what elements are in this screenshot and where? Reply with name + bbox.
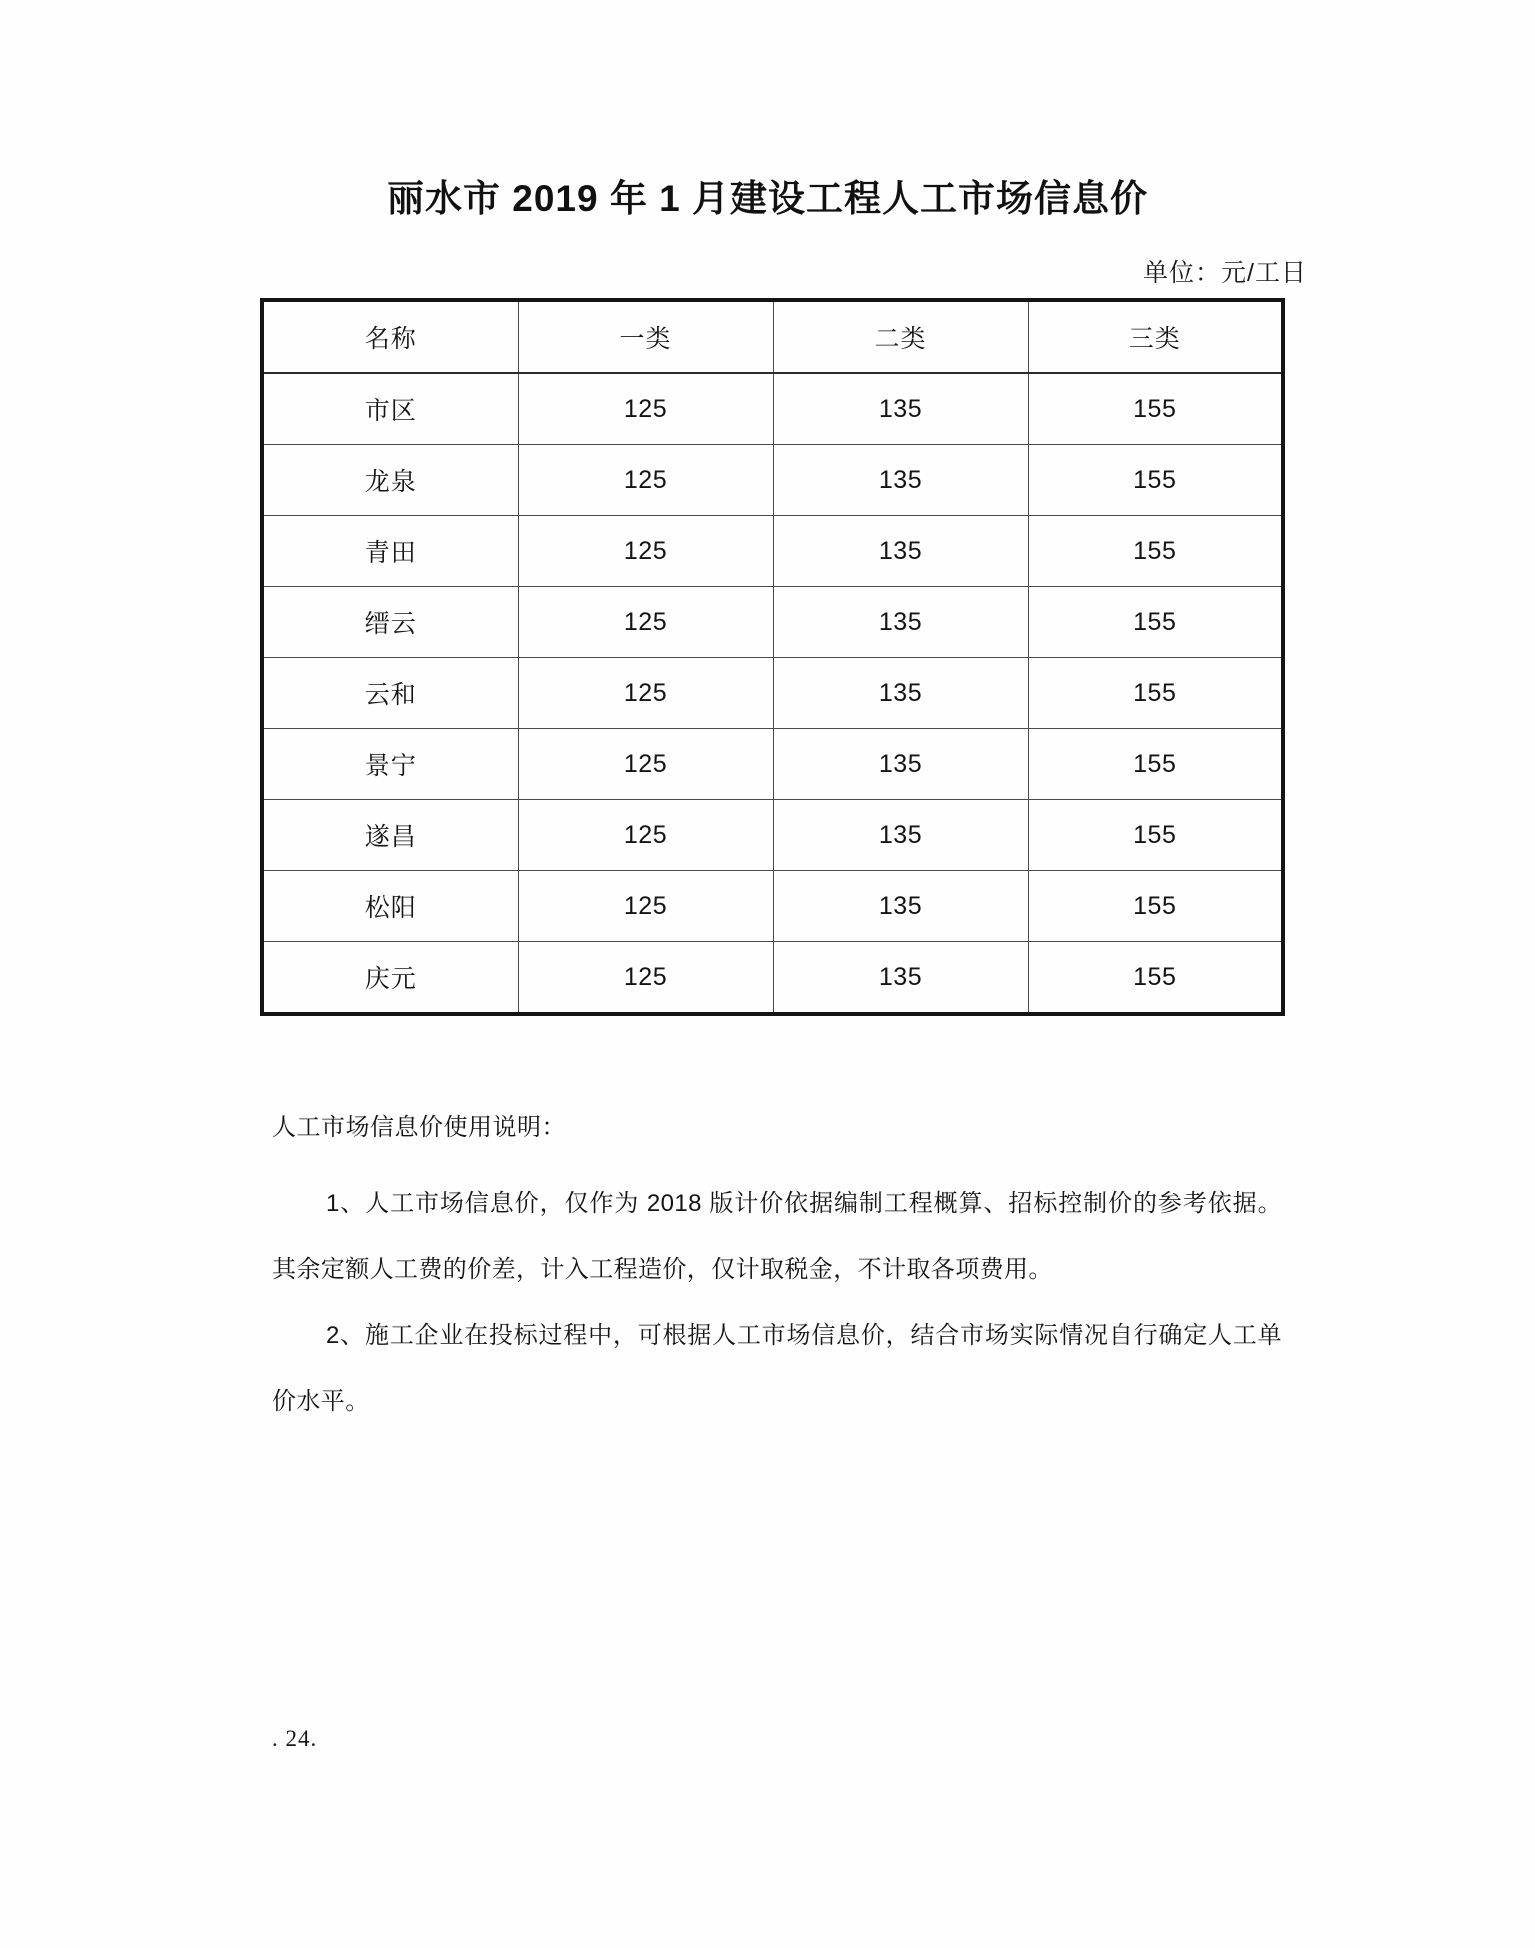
cell-region-name: 景宁 — [262, 729, 518, 800]
table-row — [262, 871, 1283, 942]
labor-price-table-container — [260, 298, 1282, 1016]
cell-tier1: 125 — [518, 516, 773, 587]
cell-region-name: 缙云 — [262, 587, 518, 658]
cell-region-name: 松阳 — [262, 871, 518, 942]
cell-tier2: 135 — [773, 800, 1028, 871]
table-row — [262, 658, 1283, 729]
labor-price-table — [260, 298, 1285, 1016]
cell-tier1: 125 — [518, 373, 773, 445]
cell-region-name: 市区 — [262, 373, 518, 445]
cell-tier2: 135 — [773, 942, 1028, 1015]
cell-tier2: 135 — [773, 445, 1028, 516]
notes-heading: 人工市场信息价使用说明： — [272, 1114, 566, 1141]
column-header-tier2: 二类 — [773, 300, 1028, 373]
cell-region-name: 庆元 — [262, 942, 518, 1015]
table-row — [262, 516, 1283, 587]
cell-tier1: 125 — [518, 942, 773, 1015]
cell-tier3: 155 — [1028, 729, 1283, 800]
table-row — [262, 800, 1283, 871]
cell-tier3: 155 — [1028, 800, 1283, 871]
cell-region-name: 青田 — [262, 516, 518, 587]
cell-tier1: 125 — [518, 658, 773, 729]
note-item — [272, 1171, 1282, 1303]
cell-region-name: 遂昌 — [262, 800, 518, 871]
cell-tier1: 125 — [518, 800, 773, 871]
table-row — [262, 373, 1283, 445]
table-row — [262, 729, 1283, 800]
column-header-tier3: 三类 — [1028, 300, 1283, 373]
cell-tier3: 155 — [1028, 516, 1283, 587]
note-item — [272, 1303, 1282, 1435]
cell-tier1: 125 — [518, 587, 773, 658]
cell-tier2: 135 — [773, 658, 1028, 729]
table-header-row — [262, 300, 1283, 373]
table-row — [262, 942, 1283, 1015]
unit-caption: 单位：元/工日 — [1143, 259, 1307, 287]
cell-tier3: 155 — [1028, 445, 1283, 516]
usage-notes-section — [272, 1107, 1282, 1435]
table-row — [262, 445, 1283, 516]
cell-tier3: 155 — [1028, 587, 1283, 658]
cell-region-name: 龙泉 — [262, 445, 518, 516]
cell-tier2: 135 — [773, 516, 1028, 587]
page-number: . 24. — [272, 1726, 318, 1751]
cell-tier3: 155 — [1028, 942, 1283, 1015]
cell-tier1: 125 — [518, 729, 773, 800]
cell-tier2: 135 — [773, 729, 1028, 800]
column-header-name: 名称 — [262, 300, 518, 373]
table-body — [262, 373, 1283, 1014]
table-row — [262, 587, 1283, 658]
cell-tier2: 135 — [773, 871, 1028, 942]
cell-tier3: 155 — [1028, 871, 1283, 942]
cell-tier3: 155 — [1028, 658, 1283, 729]
cell-tier2: 135 — [773, 587, 1028, 658]
cell-tier2: 135 — [773, 373, 1028, 445]
note-item-text: 1、人工市场信息价，仅作为 2018 版计价依据编制工程概算、招标控制价的参考依据。其余定额人工费的价差，计入工程造价，仅计取税金，不计取各项费用。 — [272, 1190, 1282, 1283]
column-header-tier1: 一类 — [518, 300, 773, 373]
cell-tier1: 125 — [518, 871, 773, 942]
cell-tier3: 155 — [1028, 373, 1283, 445]
cell-region-name: 云和 — [262, 658, 518, 729]
note-item-text: 2、施工企业在投标过程中，可根据人工市场信息价，结合市场实际情况自行确定人工单价水平。 — [272, 1322, 1282, 1415]
cell-tier1: 125 — [518, 445, 773, 516]
page-title: 丽水市 2019 年 1 月建设工程人工市场信息价 — [386, 178, 1148, 219]
